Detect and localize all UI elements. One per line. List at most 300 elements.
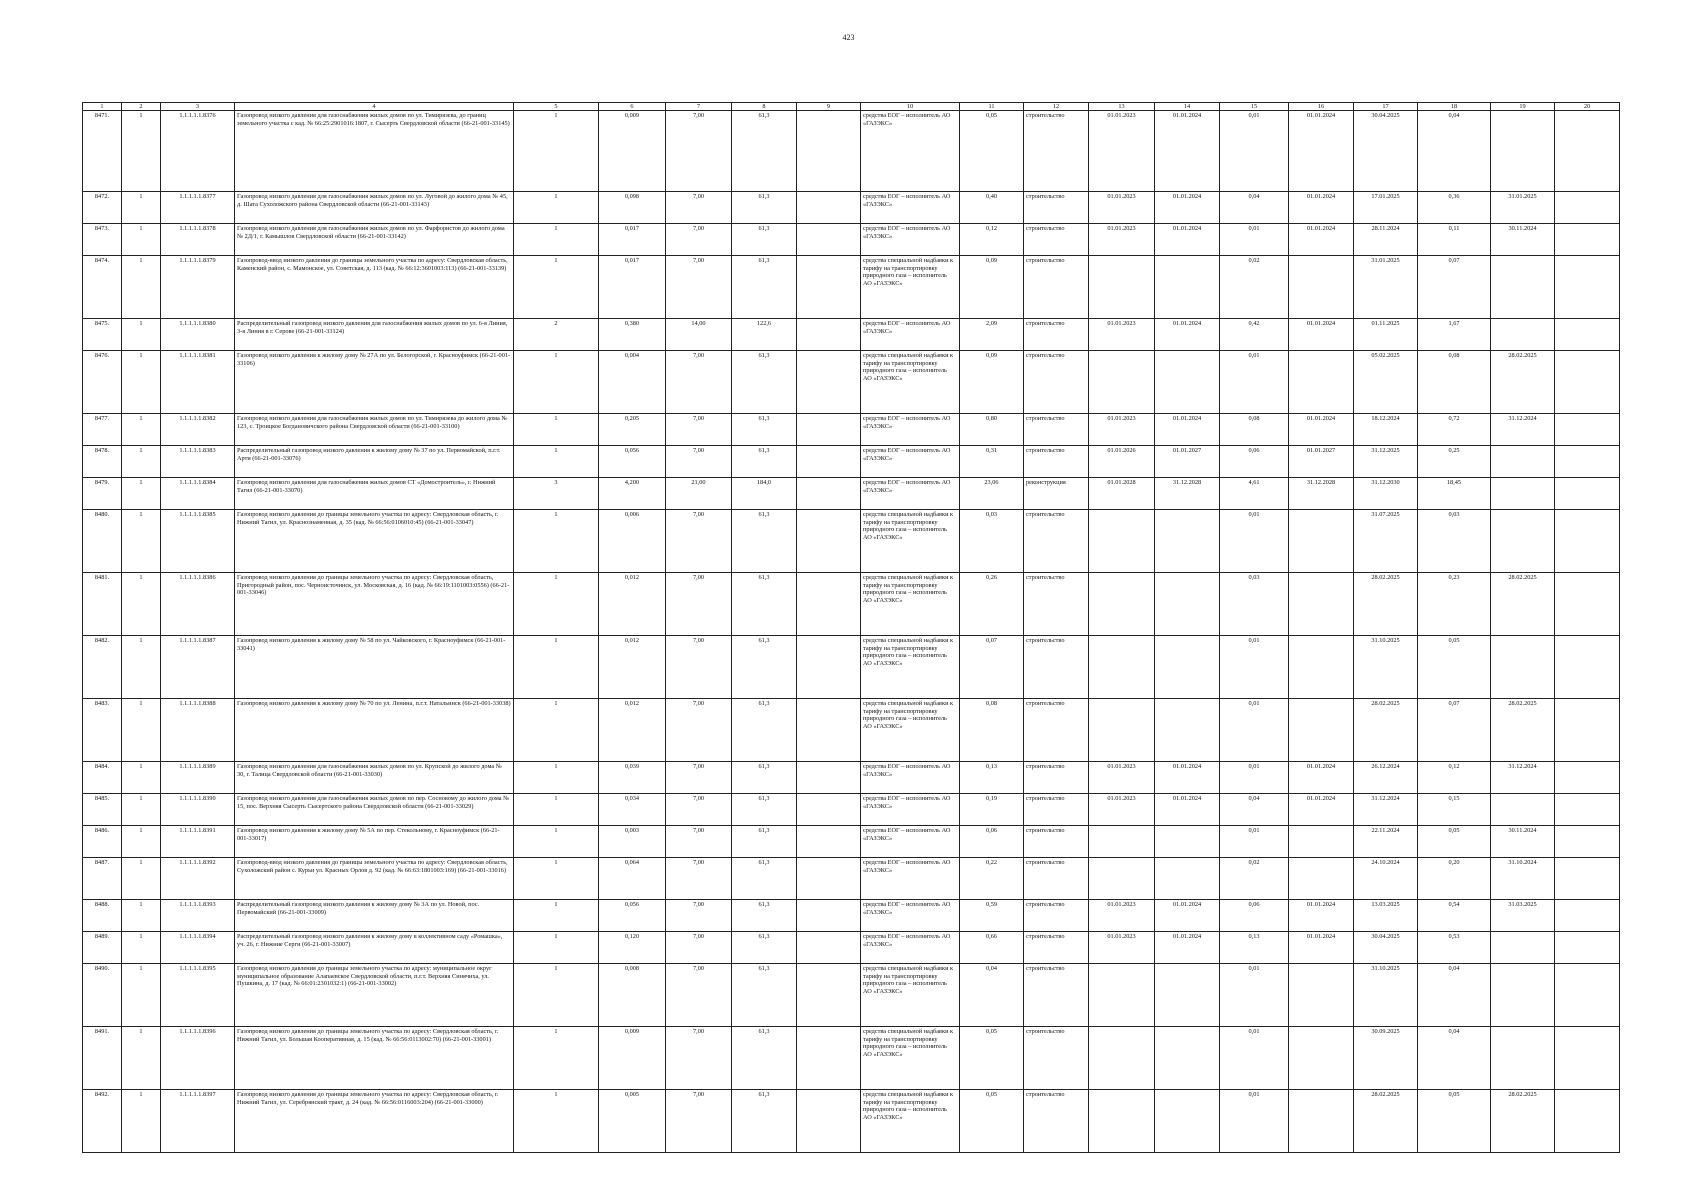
table-cell: 1 (122, 256, 161, 319)
table-cell: строительство (1024, 414, 1089, 446)
table-cell: 0,03 (960, 510, 1024, 573)
table-cell: 61,3 (732, 573, 797, 636)
table-cell: 0,11 (1418, 224, 1491, 256)
table-cell: 0,01 (1220, 1027, 1289, 1090)
table-cell: 7,00 (666, 1027, 732, 1090)
table-cell (1289, 964, 1354, 1027)
table-cell (1491, 794, 1555, 826)
table-cell: 1 (514, 858, 599, 900)
table-row (83, 636, 1620, 699)
table-cell: 01.01.2024 (1289, 414, 1354, 446)
table-cell: 0,017 (599, 256, 666, 319)
table-cell: средства специальной надбавки к тарифу на транспортировку природного газа – исполнитель АО «ГАЗЭКС» (861, 351, 960, 414)
table-cell: 61,3 (732, 224, 797, 256)
table-cell: 18.12.2024 (1354, 414, 1418, 446)
table-cell: средства ЕОГ – исполнитель АО «ГАЗЭКС» (861, 224, 960, 256)
table-cell: 61,3 (732, 964, 797, 1027)
table-cell (1555, 699, 1620, 762)
table-cell (797, 826, 861, 858)
table-cell (1289, 573, 1354, 636)
table-cell: 1 (514, 900, 599, 932)
table-cell: 1 (514, 699, 599, 762)
table-cell: 01.01.2023 (1089, 192, 1155, 224)
table-cell: 1 (122, 573, 161, 636)
table-cell: 01.01.2023 (1089, 794, 1155, 826)
table-cell: 1 (122, 351, 161, 414)
table-cell: 1 (122, 794, 161, 826)
table-cell (1491, 932, 1555, 964)
table-cell: Распределительный газопровод низкого давления к жилому дому № 37 по ул. Первомайской, п.г.т. Арти (66-21-001-33076) (235, 446, 514, 478)
table-cell: 01.01.2024 (1155, 762, 1220, 794)
table-cell: 31.12.2030 (1354, 478, 1418, 510)
table-cell: строительство (1024, 762, 1089, 794)
table-cell (1555, 900, 1620, 932)
table-cell: строительство (1024, 932, 1089, 964)
table-cell: 0,05 (1418, 1090, 1491, 1153)
table-cell: 1.1.1.1.1.8387 (161, 636, 235, 699)
table-cell: 01.11.2025 (1354, 319, 1418, 351)
table-cell: 1 (122, 762, 161, 794)
table-cell (1555, 794, 1620, 826)
table-cell: 0,12 (1418, 762, 1491, 794)
table-cell (797, 510, 861, 573)
table-cell: 28.02.2025 (1491, 351, 1555, 414)
table-cell: 7,00 (666, 964, 732, 1027)
table-cell: 0,15 (1418, 794, 1491, 826)
table-cell: 61,3 (732, 446, 797, 478)
table-cell (797, 762, 861, 794)
table-cell: 0,05 (960, 1027, 1024, 1090)
table-cell: 0,064 (599, 858, 666, 900)
table-row (83, 111, 1620, 192)
table-cell (1555, 478, 1620, 510)
table-cell: 7,00 (666, 699, 732, 762)
table-cell: 18,45 (1418, 478, 1491, 510)
table-cell (797, 446, 861, 478)
table-cell: 7,00 (666, 446, 732, 478)
table-cell: средства ЕОГ – исполнитель АО «ГАЗЭКС» (861, 446, 960, 478)
table-cell: строительство (1024, 900, 1089, 932)
table-cell: 8481. (83, 573, 122, 636)
table-cell: 01.01.2024 (1155, 111, 1220, 192)
table-cell: 01.01.2023 (1089, 932, 1155, 964)
table-cell (797, 794, 861, 826)
table-cell: 0,009 (599, 111, 666, 192)
table-cell: строительство (1024, 319, 1089, 351)
table-cell: 0,08 (1418, 351, 1491, 414)
table-cell (1155, 826, 1220, 858)
column-number-header: 17 (1354, 103, 1418, 111)
table-cell: 0,01 (1220, 510, 1289, 573)
table-cell: реконструкция (1024, 478, 1089, 510)
table-cell: 1 (122, 111, 161, 192)
table-cell: 7,00 (666, 794, 732, 826)
table-cell: 7,00 (666, 858, 732, 900)
table-cell (1155, 699, 1220, 762)
table-cell: 0,66 (960, 932, 1024, 964)
table-row (83, 932, 1620, 964)
table-cell: 28.02.2025 (1354, 1090, 1418, 1153)
table-cell: Газопровод-ввод низкого давления до границы земельного участка по адресу: Свердловская область, Сухоложский район с. Курьи ул. Красных Орлов д. 92 (кад. № 66:63:1801003:169) (66-21-001-33016) (235, 858, 514, 900)
table-cell: 2 (514, 319, 599, 351)
column-number-header: 16 (1289, 103, 1354, 111)
table-cell: 30.09.2025 (1354, 1027, 1418, 1090)
table-cell: 8474. (83, 256, 122, 319)
table-cell: 0,01 (1220, 762, 1289, 794)
table-cell: средства ЕОГ – исполнитель АО «ГАЗЭКС» (861, 794, 960, 826)
table-cell: 0,009 (599, 1027, 666, 1090)
table-cell: 0,06 (1220, 446, 1289, 478)
table-cell: Газопровод низкого давления для газоснабжения жилых домов по ул. Тимирязева до жилого дома № 123, с. Троицкое Богдановичского района Свердловской области (66-21-001-33100) (235, 414, 514, 446)
column-number-header: 20 (1555, 103, 1620, 111)
table-cell (797, 636, 861, 699)
table-cell (1555, 1090, 1620, 1153)
table-cell: 1 (514, 256, 599, 319)
table-cell (797, 1027, 861, 1090)
table-cell: 31.12.2028 (1155, 478, 1220, 510)
table-cell (1555, 351, 1620, 414)
table-cell: 1.1.1.1.1.8377 (161, 192, 235, 224)
table-cell: 01.01.2024 (1155, 900, 1220, 932)
table-cell (1491, 111, 1555, 192)
table-cell (797, 351, 861, 414)
table-cell: 61,3 (732, 932, 797, 964)
table-row (83, 478, 1620, 510)
table-cell (1155, 636, 1220, 699)
table-body (83, 111, 1620, 1153)
table-cell: 1 (122, 636, 161, 699)
table-cell: 01.01.2024 (1289, 192, 1354, 224)
table-cell (797, 699, 861, 762)
table-cell (1155, 1090, 1220, 1153)
column-number-header: 11 (960, 103, 1024, 111)
table-cell: 0,012 (599, 699, 666, 762)
table-cell: 7,00 (666, 636, 732, 699)
table-cell: 01.01.2026 (1089, 446, 1155, 478)
table-cell: 30.11.2024 (1491, 224, 1555, 256)
table-cell: 8485. (83, 794, 122, 826)
table-cell: 0,380 (599, 319, 666, 351)
table-cell: 7,00 (666, 510, 732, 573)
table-cell: 1.1.1.1.1.8385 (161, 510, 235, 573)
table-cell: 1 (122, 900, 161, 932)
table-cell: Газопровод низкого давления до границы земельного участка по адресу: Свердловская область, Пригородный район, пос. Черноисточинск, ул. Московская, д. 16 (кад. № 66:19:1101003:0556) (66-21-001-33046) (235, 573, 514, 636)
column-number-header: 5 (514, 103, 599, 111)
column-number-header: 8 (732, 103, 797, 111)
table-cell: 1.1.1.1.1.8396 (161, 1027, 235, 1090)
table-cell: 1 (514, 964, 599, 1027)
table-cell: 61,3 (732, 762, 797, 794)
table-cell: 1 (514, 573, 599, 636)
table-cell: 01.01.2024 (1289, 224, 1354, 256)
table-cell: 0,25 (1418, 446, 1491, 478)
table-cell: 1 (122, 192, 161, 224)
table-cell (1555, 256, 1620, 319)
table-cell: 1.1.1.1.1.8395 (161, 964, 235, 1027)
table-cell: 0,13 (1220, 932, 1289, 964)
table-cell: 0,03 (1220, 573, 1289, 636)
table-cell: 0,02 (1220, 858, 1289, 900)
table-cell: 30.11.2024 (1491, 826, 1555, 858)
table-cell: 0,13 (960, 762, 1024, 794)
table-cell (1089, 1090, 1155, 1153)
table-cell: 0,120 (599, 932, 666, 964)
table-cell: 1 (514, 446, 599, 478)
table-cell: 0,26 (960, 573, 1024, 636)
table-row (83, 510, 1620, 573)
table-cell (797, 858, 861, 900)
column-number-header: 9 (797, 103, 861, 111)
column-number-header: 6 (599, 103, 666, 111)
table-cell: 01.01.2023 (1089, 900, 1155, 932)
table-cell (1155, 858, 1220, 900)
table-cell: 0,034 (599, 794, 666, 826)
table-cell: средства специальной надбавки к тарифу на транспортировку природного газа – исполнитель АО «ГАЗЭКС» (861, 1090, 960, 1153)
table-cell (797, 256, 861, 319)
table-cell (1089, 964, 1155, 1027)
table-cell: Газопровод низкого давления до границы земельного участка по адресу: Свердловская область, г. Нижний Тагил, ул. Краснознаменная, д. 35 (кад. № 66:56:0106010:45) (66-21-001-33047) (235, 510, 514, 573)
table-cell (797, 319, 861, 351)
table-cell (1555, 858, 1620, 900)
table-cell: Газопровод низкого давления для газоснабжения жилых домов по ул. Фарфористов до жилого дома № 2Д/1, г. Камышлов Свердловской области (66-21-001-33142) (235, 224, 514, 256)
table-cell: 1.1.1.1.1.8394 (161, 932, 235, 964)
table-cell: 3 (514, 478, 599, 510)
table-row (83, 573, 1620, 636)
table-cell: средства специальной надбавки к тарифу на транспортировку природного газа – исполнитель АО «ГАЗЭКС» (861, 510, 960, 573)
table-cell: 30.04.2025 (1354, 111, 1418, 192)
table-cell (1155, 256, 1220, 319)
table-cell: 1 (514, 111, 599, 192)
table-cell: 1.1.1.1.1.8389 (161, 762, 235, 794)
table-cell: 05.02.2025 (1354, 351, 1418, 414)
table-cell (1089, 699, 1155, 762)
table-cell: 23,06 (960, 478, 1024, 510)
table-row (83, 699, 1620, 762)
table-cell: 01.01.2027 (1289, 446, 1354, 478)
table-cell: строительство (1024, 192, 1089, 224)
table-row (83, 446, 1620, 478)
table-cell (1491, 319, 1555, 351)
table-cell: 1 (514, 762, 599, 794)
table-cell: 28.02.2025 (1354, 573, 1418, 636)
table-cell: средства специальной надбавки к тарифу на транспортировку природного газа – исполнитель АО «ГАЗЭКС» (861, 699, 960, 762)
table-cell (1289, 1090, 1354, 1153)
column-number-header: 19 (1491, 103, 1555, 111)
table-cell: 31.10.2025 (1354, 636, 1418, 699)
table-cell: 1 (514, 826, 599, 858)
table-row (83, 351, 1620, 414)
table-cell: 0,01 (1220, 351, 1289, 414)
table-cell: 0,056 (599, 446, 666, 478)
table-cell: 61,3 (732, 256, 797, 319)
table-cell (1289, 256, 1354, 319)
table-cell: 1.1.1.1.1.8392 (161, 858, 235, 900)
table-cell: 0,05 (960, 111, 1024, 192)
table-cell: 8490. (83, 964, 122, 1027)
table-cell: строительство (1024, 699, 1089, 762)
table-cell: 0,01 (1220, 699, 1289, 762)
table-cell: 31.12.2024 (1491, 414, 1555, 446)
table-cell: 26.12.2024 (1354, 762, 1418, 794)
table-cell: 1 (514, 224, 599, 256)
table-row (83, 858, 1620, 900)
table-cell: 01.01.2023 (1089, 111, 1155, 192)
table-cell: строительство (1024, 794, 1089, 826)
table-cell: 8484. (83, 762, 122, 794)
table-cell: строительство (1024, 256, 1089, 319)
table-cell: 1 (122, 446, 161, 478)
table-cell: 01.01.2024 (1155, 192, 1220, 224)
table-cell: 7,00 (666, 351, 732, 414)
table-cell: 30.04.2025 (1354, 932, 1418, 964)
table-cell: 0,06 (960, 826, 1024, 858)
table-cell: средства ЕОГ – исполнитель АО «ГАЗЭКС» (861, 111, 960, 192)
table-cell: 7,00 (666, 762, 732, 794)
table-cell: Газопровод низкого давления до границы земельного участка по адресу: муниципальное округ муниципальное образование Алапаевское Свердловской области, п.г.т. Верхняя Синячиха, ул. Пушкина, д. 17 (кад. № 66:01:2301032:1) (66-21-001-33002) (235, 964, 514, 1027)
table-cell: 13.03.2025 (1354, 900, 1418, 932)
table-cell: Газопровод низкого давления для газоснабжения жилых домов по ул. Крупской до жилого дома № 30, г. Талица Свердловской области (66-21-001-33030) (235, 762, 514, 794)
table-cell: Газопровод низкого давления для газоснабжения жилых домов по ул. Тимирязева, до границ земельного участка с кад. № 66:25:2901016:1807, г. Сысерть Свердловской области (66-21-001-33145) (235, 111, 514, 192)
table-cell (1289, 510, 1354, 573)
table-row (83, 256, 1620, 319)
table-cell: 0,04 (1418, 964, 1491, 1027)
table-cell: средства ЕОГ – исполнитель АО «ГАЗЭКС» (861, 900, 960, 932)
column-number-header: 2 (122, 103, 161, 111)
table-row (83, 224, 1620, 256)
table-cell (797, 192, 861, 224)
table-cell (1555, 510, 1620, 573)
table-cell: 0,08 (1220, 414, 1289, 446)
table-cell (1491, 964, 1555, 1027)
table-cell: строительство (1024, 351, 1089, 414)
table-cell: 31.10.2024 (1491, 858, 1555, 900)
table-cell: строительство (1024, 224, 1089, 256)
table-cell: 01.01.2024 (1289, 111, 1354, 192)
table-cell (797, 224, 861, 256)
table-cell: 8473. (83, 224, 122, 256)
table-cell: средства ЕОГ – исполнитель АО «ГАЗЭКС» (861, 414, 960, 446)
table-cell (1555, 224, 1620, 256)
table-cell (1089, 351, 1155, 414)
table-cell: 1.1.1.1.1.8382 (161, 414, 235, 446)
table-cell: 7,00 (666, 256, 732, 319)
table-cell: 01.01.2027 (1155, 446, 1220, 478)
table-cell: 1.1.1.1.1.8381 (161, 351, 235, 414)
table-cell: средства специальной надбавки к тарифу на транспортировку природного газа – исполнитель АО «ГАЗЭКС» (861, 964, 960, 1027)
table-cell (797, 414, 861, 446)
table-cell: 28.02.2025 (1491, 699, 1555, 762)
table-row (83, 900, 1620, 932)
table-cell (797, 964, 861, 1027)
table-row (83, 414, 1620, 446)
table-cell: 28.02.2025 (1491, 1090, 1555, 1153)
table-cell: 0,205 (599, 414, 666, 446)
table-cell: 0,003 (599, 826, 666, 858)
table-cell: 01.01.2024 (1289, 762, 1354, 794)
table-cell: строительство (1024, 636, 1089, 699)
table-cell: 0,40 (960, 192, 1024, 224)
column-number-row (83, 103, 1620, 111)
table-cell: 7,00 (666, 192, 732, 224)
table-cell: 0,07 (960, 636, 1024, 699)
table-cell: 0,056 (599, 900, 666, 932)
table-cell: 1 (122, 699, 161, 762)
table-cell: 0,09 (960, 351, 1024, 414)
table-cell: 0,23 (1418, 573, 1491, 636)
table-cell: 8483. (83, 699, 122, 762)
table-cell: 22.11.2024 (1354, 826, 1418, 858)
table-cell (797, 1090, 861, 1153)
table-cell: 122,6 (732, 319, 797, 351)
table-cell: 2,09 (960, 319, 1024, 351)
table-cell: 31.07.2025 (1354, 510, 1418, 573)
table-cell: 0,01 (1220, 224, 1289, 256)
table-cell (1089, 510, 1155, 573)
table-cell: 184,0 (732, 478, 797, 510)
table-cell (1555, 573, 1620, 636)
table-row (83, 1027, 1620, 1090)
table-cell: 0,31 (960, 446, 1024, 478)
table-cell: строительство (1024, 826, 1089, 858)
table-cell: 1 (122, 1027, 161, 1090)
table-cell: 1 (122, 1090, 161, 1153)
table-cell: Газопровод низкого давления до границы земельного участка по адресу: Свердловская область, г. Нижний Тагил, ул. Большая Кооперативная, д. 15 (кад. № 66:56:0113002:70) (66-21-001-33001) (235, 1027, 514, 1090)
table-cell: 1.1.1.1.1.8393 (161, 900, 235, 932)
table-cell: 0,02 (1220, 256, 1289, 319)
table-cell: 01.01.2024 (1289, 932, 1354, 964)
table-cell: средства специальной надбавки к тарифу на транспортировку природного газа – исполнитель АО «ГАЗЭКС» (861, 573, 960, 636)
table-cell: 0,017 (599, 224, 666, 256)
table-cell: 0,004 (599, 351, 666, 414)
table-cell: 7,00 (666, 1090, 732, 1153)
table-cell: 31.12.2025 (1354, 446, 1418, 478)
table-cell: 01.01.2023 (1089, 762, 1155, 794)
table-cell: 31.03.2025 (1491, 900, 1555, 932)
table-cell: 1 (514, 1090, 599, 1153)
table-cell (1289, 826, 1354, 858)
table-cell (1555, 319, 1620, 351)
table-cell: 31.01.2025 (1491, 192, 1555, 224)
table-cell (1289, 699, 1354, 762)
table-cell: 0,05 (960, 1090, 1024, 1153)
table-cell: 01.01.2024 (1155, 319, 1220, 351)
table-cell: 31.10.2025 (1354, 964, 1418, 1027)
table-row (83, 1090, 1620, 1153)
table-cell: 0,07 (1418, 699, 1491, 762)
table-cell: Распределительный газопровод низкого давления к жилому дому в коллективном саду «Ромашка», уч. 26, г. Нижние Серги (66-21-001-33007) (235, 932, 514, 964)
table-cell: средства ЕОГ – исполнитель АО «ГАЗЭКС» (861, 192, 960, 224)
table-cell (1555, 192, 1620, 224)
table-cell (1155, 1027, 1220, 1090)
table-cell: 1 (514, 1027, 599, 1090)
table-cell: 0,098 (599, 192, 666, 224)
table-cell: Газопровод низкого давления для газоснабжения жилых домов по пер. Сосновому до жилого дома № 15, пос. Верхняя Сысерть Сысертского района Свердловской области (66-21-001-33029) (235, 794, 514, 826)
table-cell: 61,3 (732, 1090, 797, 1153)
table-cell: 0,09 (960, 256, 1024, 319)
column-number-header: 7 (666, 103, 732, 111)
table-cell: 61,3 (732, 111, 797, 192)
table-cell: 0,36 (1418, 192, 1491, 224)
table-cell: 1 (122, 414, 161, 446)
table-cell: 7,00 (666, 900, 732, 932)
table-cell: строительство (1024, 446, 1089, 478)
column-number-header: 13 (1089, 103, 1155, 111)
registry-table (82, 102, 1620, 1153)
table-cell: 0,04 (1418, 111, 1491, 192)
table-row (83, 762, 1620, 794)
page-number: 423 (842, 33, 855, 42)
table-cell: 1 (122, 478, 161, 510)
